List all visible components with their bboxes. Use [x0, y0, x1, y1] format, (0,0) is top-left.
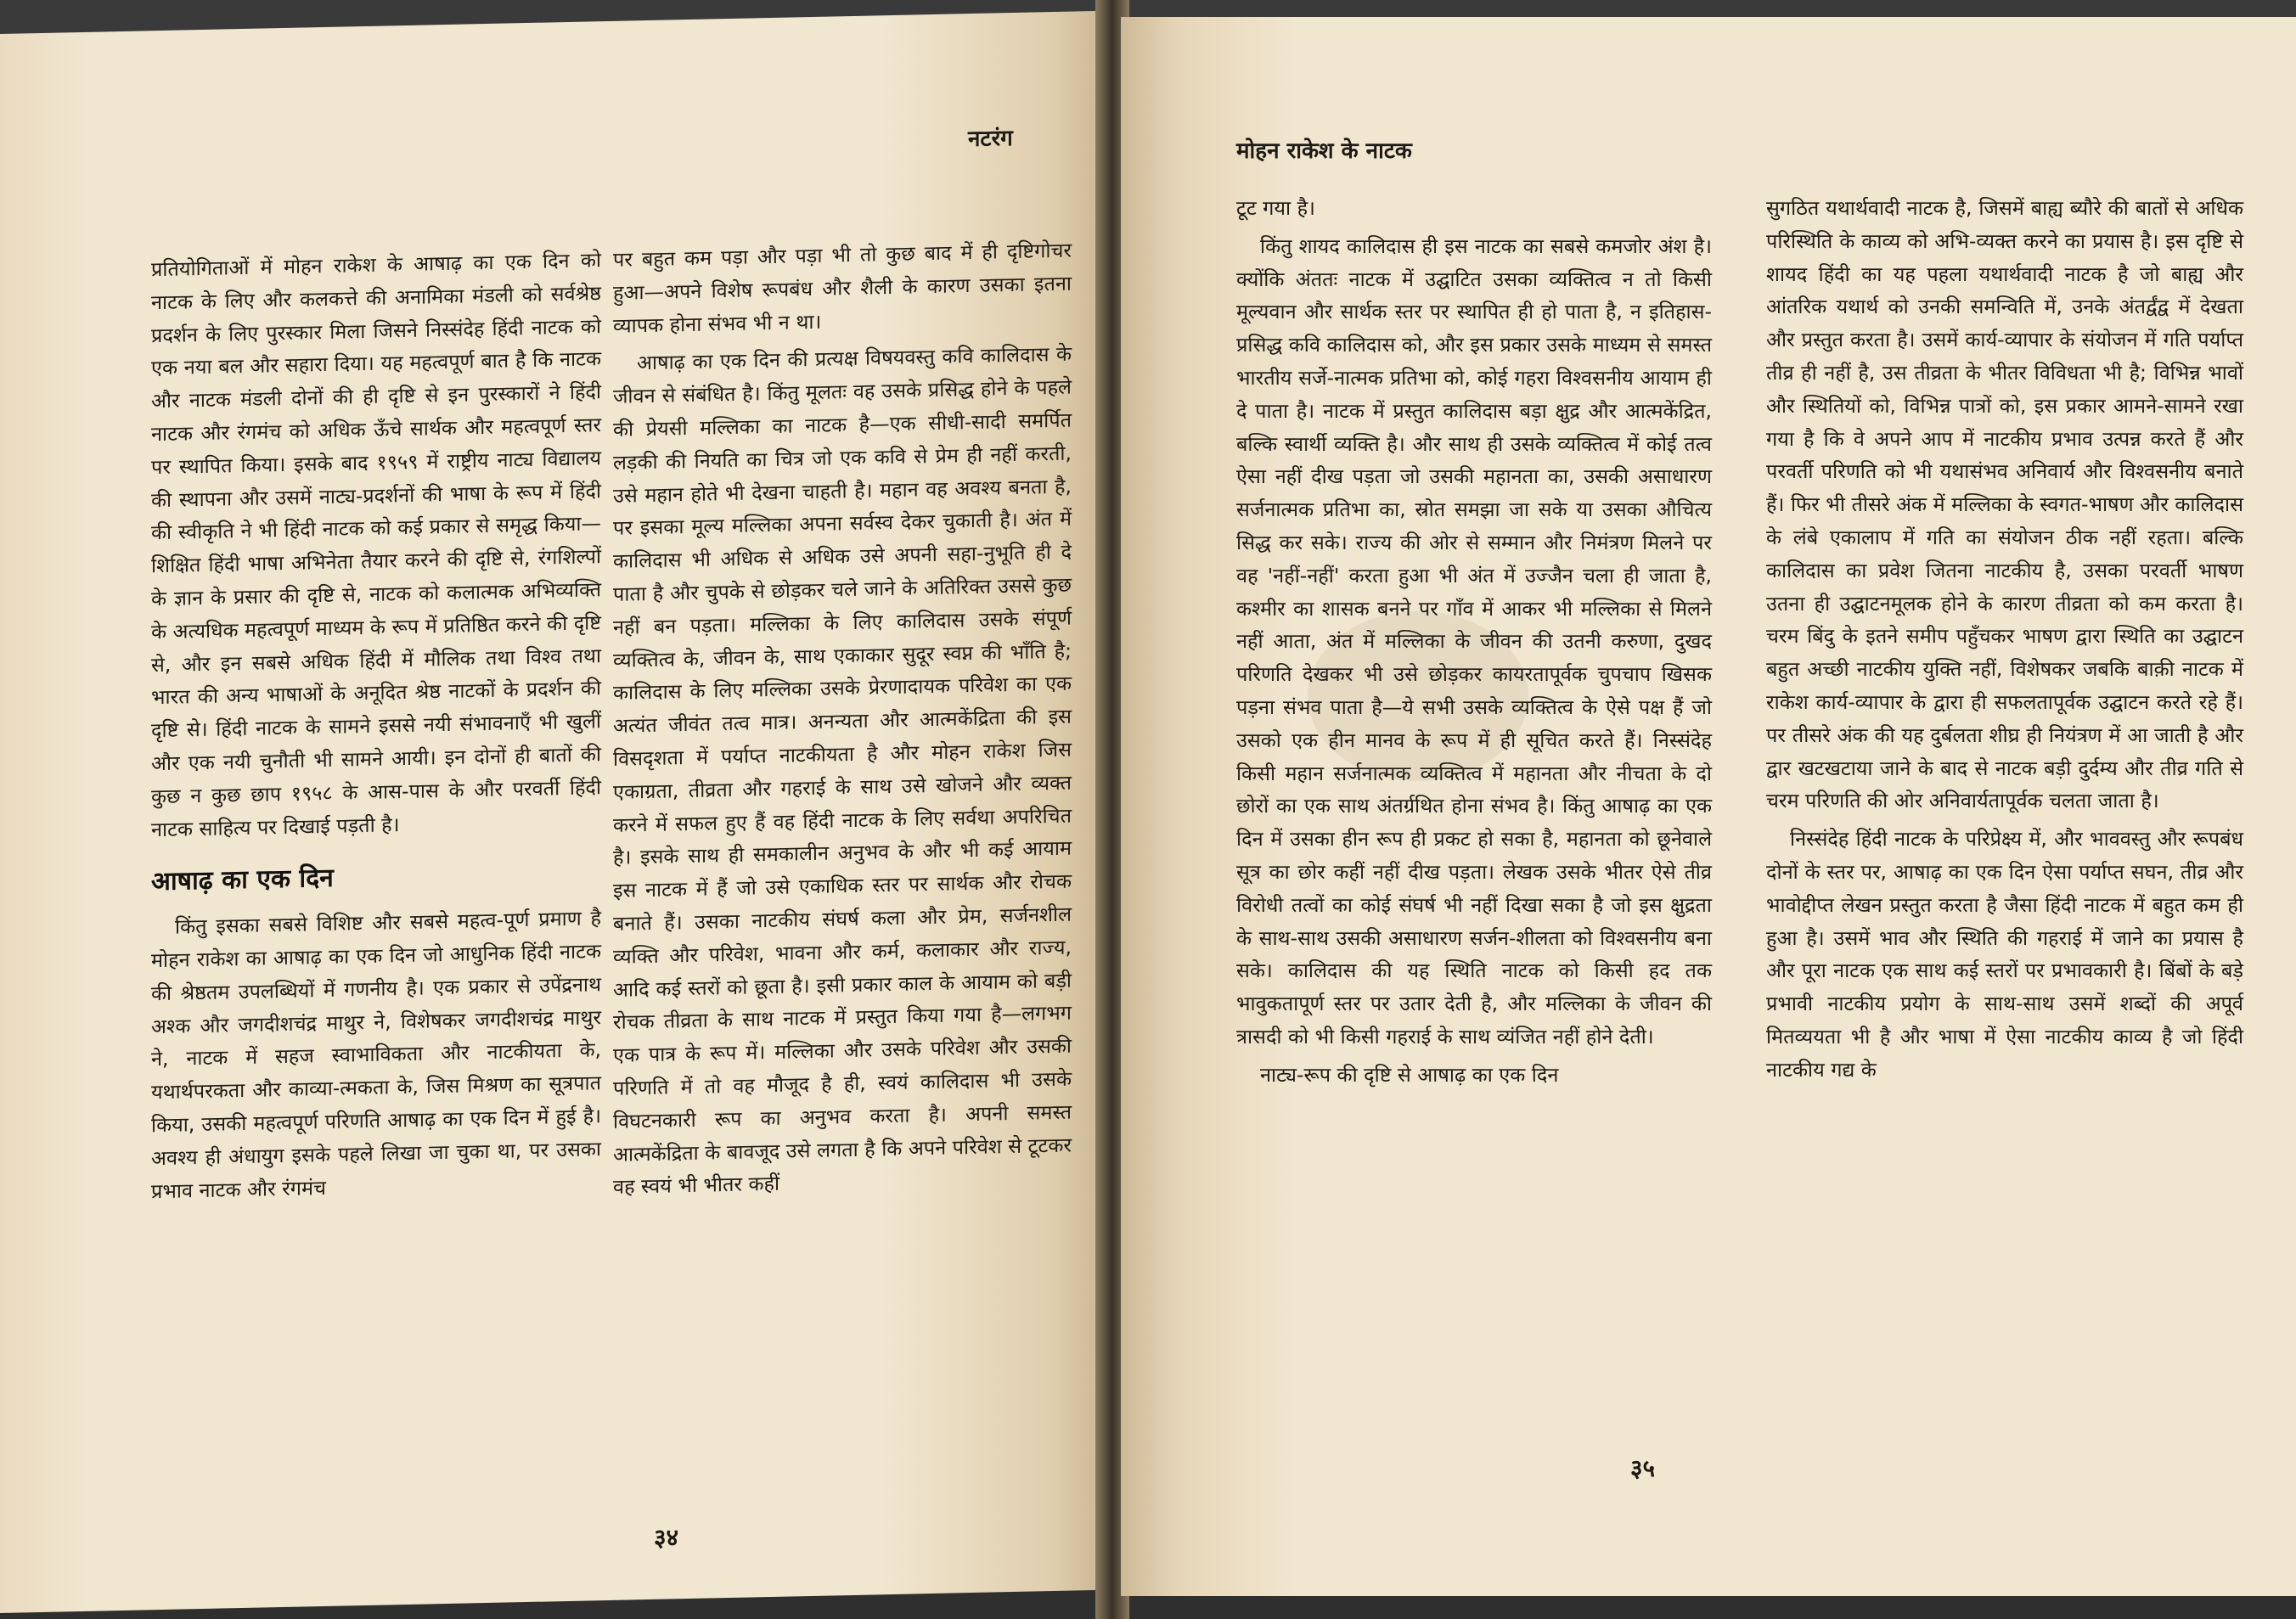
- section-heading: आषाढ़ का एक दिन: [151, 863, 334, 897]
- left-column-1: [151, 244, 601, 1212]
- right-col1-paragraph-2: किंतु शायद कालिदास ही इस नाटक का सबसे कमजोर अंश है। क्योंकि अंततः नाटक में उद्घाटित उसका व्यक्तित्व न तो किसी मूल्यवान और सार्थक स्तर पर स्थापित ही हो पाता है, न इतिहास-प्रसिद्ध कवि कालिदास को, और इस प्रकार उसके माध्यम से समस्त भारतीय सर्जे-नात्मक प्रतिभा को, कोई गहरा विश्वसनीय आयाम ही दे पाता है। नाटक में प्रस्तुत कालिदास बड़ा क्षुद्र और आत्मकेंद्रित, बल्कि स्वार्थी व्यक्ति है। और साथ ही उसके व्यक्तित्व में कोई तत्व ऐसा नहीं दीख पड़ता जो उसकी महानता का, उसकी असाधारण सर्जनात्मक प्रतिभा का, स्रोत समझा जा सके या उसका औचित्य सिद्ध कर सके। राज्य की ओर से सम्मान और निमंत्रण मिलने पर वह 'नहीं-नहीं' करता हुआ भी अंत में उज्जैन चला ही जाता है, कश्मीर का शासक बनने पर गाँव में आकर भी मल्लिका से मिलने नहीं आता, अंत में मल्लिका के जीवन की उतनी करुणा, दुखद परिणति देखकर भी उसे छोड़कर कायरतापूर्वक चुपचाप खिसक पड़ना संभव पाता है—ये सभी उसके व्यक्तित्व के ऐसे पक्ष हैं जो उसको एक हीन मानव के रूप में ही सूचित करते हैं। निस्संदेह किसी महान सर्जनात्मक व्यक्तित्व में महानता और नीचता के दो छोरों का एक साथ अंतर्ग्रथित होना संभव है। किंतु आषाढ़ का एक दिन में उसका हीन रूप ही प्रकट हो सका है, महानता को छूनेवाले सूत्र का छोर कहीं नहीं दीख पड़ता। लेखक उसके भीतर ऐसे तीव्र विरोधी तत्वों का कोई संघर्ष भी नहीं दिखा सका है जो इस क्षुद्रता के साथ-साथ उसकी असाधारण सर्जन-शीलता को विश्वसनीय बना सके। कालिदास की यह स्थिति नाटक को किसी हद तक भावुकतापूर्ण स्तर पर उतार देती है, और मल्लिका के जीवन की त्रासदी को भी किसी गहराई के साथ व्यंजित नहीं होने देती।: [1236, 233, 1712, 1048]
- left-col1-paragraph-2: किंतु इसका सबसे विशिष्ट और सबसे महत्व-पूर्ण प्रमाण है मोहन राकेश का आषाढ़ का एक दिन जो आधुनिक हिंदी नाटक की श्रेष्ठतम उपलब्धियों में गणनीय है। एक प्रकार से उपेंद्रनाथ अश्क और जगदीशचंद्र माथुर ने, विशेषकर जगदीशचंद्र माथुर ने, नाटक में सहज स्वाभाविकता और नाटकीयता के, यथार्थपरकता और काव्या-त्मकता के, जिस मिश्रण का सूत्रपात किया, उसकी महत्वपूर्ण परिणति आषाढ़ का एक दिन में हुई है। अवश्य ही अंधायुग इसके पहले लिखा जा चुका था, पर उसका प्रभाव नाटक और रंगमंच: [151, 906, 601, 1203]
- left-running-head: नटरंग: [968, 126, 1013, 153]
- right-col2-paragraph-1: सुगठित यथार्थवादी नाटक है, जिसमें बाह्य ब्यौरे की बातों से अधिक परिस्थिति के काव्य को अभि-व्यक्त करने का प्रयास है। इस दृष्टि से शायद हिंदी का यह पहला यथार्थवादी नाटक है जो बाह्य और आंतरिक यथार्थ को उनकी समन्विति में, उनके अंतर्द्वंद्व में देखता और प्रस्तुत करता है। उसमें कार्य-व्यापार के संयोजन में गति पर्याप्त तीव्र ही नहीं है, उस तीव्रता के भीतर विविधता भी है; विभिन्न भावों और स्थितियों को, विभिन्न पात्रों को, इस प्रकार आमने-सामने रखा गया है कि वे अपने आप में नाटकीय प्रभाव उत्पन्न करते हैं और परवर्ती परिणति को भी यथासंभव अनिवार्य और विश्वसनीय बनाते हैं। फिर भी तीसरे अंक में मल्लिका के स्वगत-भाषण और कालिदास के लंबे एकालाप में गति का संयोजन ठीक नहीं रहता। बल्कि कालिदास का प्रवेश जितना नाटकीय है, उसका परवर्ती भाषण उतना ही उद्घाटनमूलक होने के कारण तीव्रता को कम करता है। चरम बिंदु के इतने समीप पहुँचकर भाषण द्वारा स्थिति का उद्घाटन बहुत अच्छी नाटकीय युक्ति नहीं, विशेषकर जबकि बाक़ी नाटक में राकेश कार्य-व्यापार के द्वारा ही सफलतापूर्वक उद्घाटन करते रहे हैं। पर तीसरे अंक की यह दुर्बलता शीघ्र ही नियंत्रण में आ जाती है और द्वार खटखटाया जाने के बाद से नाटक बड़ी दुर्दम्य और तीव्र गति से चरम परिणति की ओर अनिवार्यतापूर्वक चलता जाता है।: [1766, 196, 2243, 813]
- left-col2-paragraph-1: पर बहुत कम पड़ा और पड़ा भी तो कुछ बाद में ही दृष्टिगोचर हुआ—अपने विशेष रूपबंध और शैली के कारण उसका इतना व्यापक होना संभव भी न था।: [613, 238, 1072, 338]
- right-folio: ३५: [1630, 1454, 1656, 1482]
- right-page: [1121, 17, 2296, 1596]
- left-col1-paragraph-1: प्रतियोगिताओं में मोहन राकेश के आषाढ़ का एक दिन को नाटक के लिए और कलकत्ते की अनामिका मंडली को सर्वश्रेष्ठ प्रदर्शन के लिए पुरस्कार मिला जिसने निस्संदेह हिंदी नाटक को एक नया बल और सहारा दिया। यह महत्वपूर्ण बात है कि नाटक और नाटक मंडली दोनों की ही दृष्टि से इन पुरस्कारों ने हिंदी नाटक और रंगमंच को अधिक ऊँचे सार्थक और महत्वपूर्ण स्तर पर स्थापित किया। इसके बाद १९५९ में राष्ट्रीय नाट्य विद्यालय की स्थापना और उसमें नाट्य-प्रदर्शनों की भाषा के रूप में हिंदी की स्वीकृति ने भी हिंदी नाटक को कई प्रकार से समृद्ध किया—शिक्षित हिंदी भाषा अभिनेता तैयार करने की दृष्टि से, रंगशिल्पों के ज्ञान के प्रसार की दृष्टि से, नाटक को कलात्मक अभिव्यक्ति के अत्यधिक महत्वपूर्ण माध्यम के रूप में प्रतिष्ठित करने की दृष्टि से, और इन सबसे अधिक हिंदी में मौलिक तथा विश्व तथा भारत की अन्य भाषाओं के अनूदित श्रेष्ठ नाटकों के प्रदर्शन की दृष्टि से। हिंदी नाटक के सामने इससे नयी संभावनाएँ भी खुलीं और एक नयी चुनौती भी सामने आयी। इन दोनों ही बातों की कुछ न कुछ छाप १९५८ के आस-पास के और परवर्ती हिंदी नाटक साहित्य पर दिखाई पड़ती है।: [151, 248, 601, 841]
- right-col2-paragraph-2: निस्संदेह हिंदी नाटक के परिप्रेक्ष्य में, और भाववस्तु और रूपबंध दोनों के स्तर पर, आषाढ़ का एक दिन ऐसा पर्याप्त सघन, तीव्र और भावोद्दीप्त लेखन प्रस्तुत करता है जैसा हिंदी नाटक में बहुत कम ही हुआ है। उसमें भाव और स्थिति की गहराई में जाने का प्रयास है और पूरा नाटक एक साथ कई स्तरों पर प्रभावकारी है। बिंबों के बड़े प्रभावी नाटकीय प्रयोग के साथ-साथ उसमें शब्दों की अपूर्व मितव्ययता भी है और भाषा में ऐसा नाटकीय काव्य है जो हिंदी नाटकीय गद्य के: [1766, 827, 2243, 1082]
- right-col1-paragraph-3: नाट्य-रूप की दृष्टि से आषाढ़ का एक दिन: [1260, 1062, 1559, 1087]
- right-column-1: [1236, 192, 1712, 1097]
- left-column-2: [613, 234, 1072, 1209]
- right-column-2: [1766, 192, 2243, 1092]
- left-folio: ३४: [654, 1523, 679, 1552]
- right-col1-paragraph-1: टूट गया है।: [1236, 196, 1315, 220]
- left-page: [0, 11, 1104, 1613]
- left-col2-paragraph-2: आषाढ़ का एक दिन की प्रत्यक्ष विषयवस्तु कवि कालिदास के जीवन से संबंधित है। किंतु मूलतः वह उसके प्रसिद्ध होने के पहले की प्रेयसी मल्लिका का नाटक है—एक सीधी-सादी समर्पित लड़की की नियति का चित्र जो एक कवि से प्रेम ही नहीं करती, उसे महान होते भी देखना चाहती है। महान वह अवश्य बनता है, पर इसका मूल्य मल्लिका अपना सर्वस्व देकर चुकाती है। अंत में कालिदास भी अधिक से अधिक उसे अपनी सहा-नुभूति ही दे पाता है और चुपके से छोड़कर चले जाने के अतिरिक्त उससे कुछ नहीं बन पड़ता। मल्लिका के लिए कालिदास उसके संपूर्ण व्यक्तित्व के, जीवन के, साथ एकाकार सुदूर स्वप्न की भाँति है; कालिदास के लिए मल्लिका उसके प्रेरणादायक परिवेश का एक अत्यंत जीवंत तत्व मात्र। अनन्यता और आत्मकेंद्रिता की इस विसदृशता में पर्याप्त नाटकीयता है और मोहन राकेश जिस एकाग्रता, तीव्रता और गहराई के साथ उसे खोजने और व्यक्त करने में सफल हुए हैं वह हिंदी नाटक के लिए सर्वथा अपरिचित है। इसके साथ ही समकालीन अनुभव के और भी कई आयाम इस नाटक में हैं जो उसे एकाधिक स्तर पर सार्थक और रोचक बनाते हैं। उसका नाटकीय संघर्ष कला और प्रेम, सर्जनशील व्यक्ति और परिवेश, भावना और कर्म, कलाकार और राज्य, आदि कई स्तरों को छूता है। इसी प्रकार काल के आयाम को बड़ी रोचक तीव्रता के साथ नाटक में प्रस्तुत किया गया है—लगभग एक पात्र के रूप में। मल्लिका और उसके परिवेश और उसकी परिणति में तो वह मौजूद है ही, स्वयं कालिदास भी उसके विघटनकारी रूप का अनुभव करता है। अपनी समस्त आत्मकेंद्रिता के बावजूद उसे लगता है कि अपने परिवेश से टूटकर वह स्वयं भी भीतर कहीं: [613, 341, 1072, 1200]
- right-running-head: मोहन राकेश के नाटक: [1236, 138, 1412, 164]
